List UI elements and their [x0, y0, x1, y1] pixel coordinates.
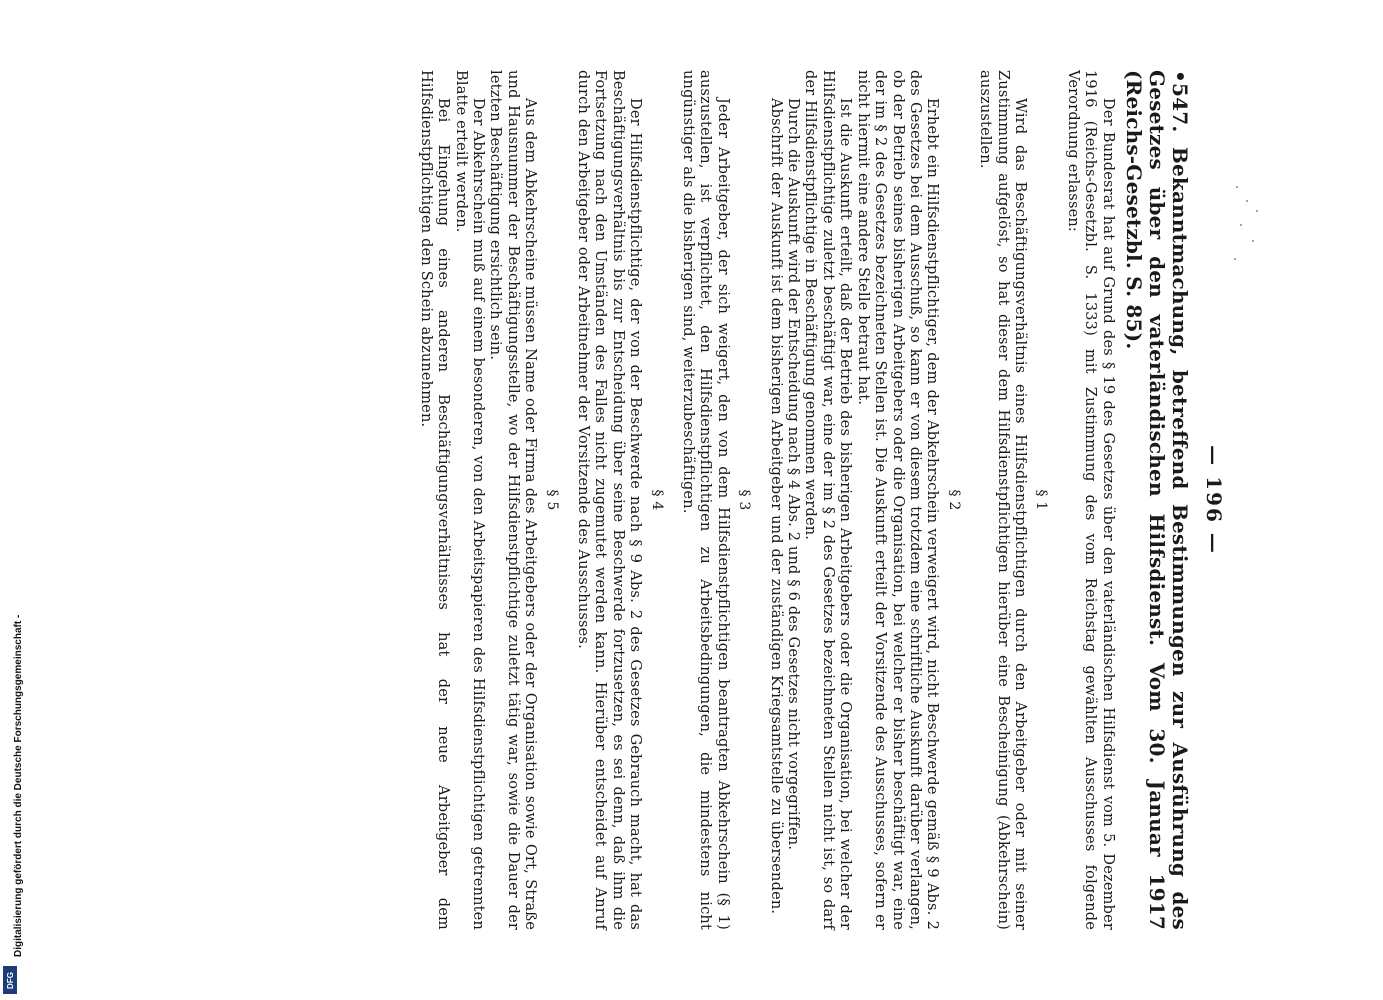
section-paragraph: Durch die Auskunft wird der Entscheidung nach § 4 Abs. 2 und § 6 des Gesetzes nicht vorgegriffen.	[785, 98, 802, 851]
section-heading: § 1	[1033, 489, 1050, 511]
intro-paragraph: Der Bundesrat hat auf Grund des § 19 des Gesetzes über den vaterländischen Hilfsdienst vom 5. Dezember 1916 (Reichs-Gesetzbl. S. 1333) mit Zustimmung des vom Reichstag gewählten Ausschusses folgende Verordnung erlassen:	[1064, 70, 1116, 930]
page-content	[162, 70, 1226, 930]
announcement-title	[1122, 70, 1191, 930]
section-heading: § 2	[945, 489, 962, 511]
section-paragraph: Erhebt ein Hilfsdienstpflichtiger, dem der Abkehrschein verweigert wird, nicht Beschwerde gemäß § 9 Abs. 2 des Gesetzes bei dem Ausschuß, so kann er von diesem trotzdem eine schriftliche Auskunft darüber verlangen, ob der Betrieb seines bisherigen Arbeitgebers oder die Organisation, bei welcher er bisher beschäftigt war, eine der im § 2 des Gesetzes bezeichneten Stellen ist. Die Auskunft erteilt der Vorsitzende des Ausschusses, sofern er nicht hiermit eine andere Stelle betraut hat.	[854, 70, 941, 930]
dfg-logo-text: DFG	[5, 971, 15, 989]
section-paragraph: Der Hilfsdienstpflichtige, der von der Beschwerde nach § 9 Abs. 2 des Gesetzes Gebrauch macht, hat das Beschäftigungsverhältnis bis zur Entscheidung über seine Beschwerde fortzusetzen, es sei denn, daß ihm die Fortsetzung nach den Umständen des Falles nicht zugemutet werden kann. Hierüber entscheidet auf Anruf durch den Arbeitgeber oder Arbeitnehmer der Vorsitzende des Ausschusses.	[575, 70, 644, 930]
title-number: •547.	[1167, 70, 1192, 133]
section-heading: § 4	[648, 489, 665, 511]
dfg-logo	[3, 966, 17, 994]
page-number: — 196 —	[1202, 445, 1226, 555]
section-paragraph: Ist die Auskunft erteilt, daß der Betrieb des bisherigen Arbeitgebers oder die Organisation, bei welcher der Hilfsdienstpflichtige zuletzt beschäftigt war, eine der im § 2 des Gesetzes bezeichneten Stellen nicht ist, so darf der Hilfsdienstpflichtige in Beschäftigung genommen werden.	[802, 70, 854, 930]
scan-specks	[1232, 180, 1262, 270]
section-5	[416, 70, 559, 930]
section-paragraph: Wird das Beschäftigungsverhältnis eines Hilfsdienstpflichtigen durch den Arbeitgeber oder mit seiner Zustimmung aufgelöst, so hat dieser dem Hilfsdienstpflichtigen hierüber eine Bescheinigung (Abkehrschein) auszustellen.	[977, 70, 1028, 930]
title-text: Bekanntmachung, betreffend Bestimmungen zur Ausführung des Gesetzes über den vaterländischen Hilfsdienst. Vom 30. Januar 1917 (Reichs-Gesetzbl. S. 85).	[1121, 70, 1192, 930]
digitization-credit: Digitalisierung gefördert durch die Deutsche Forschungsgemeinschaft -	[13, 614, 24, 957]
section-heading: § 3	[736, 489, 753, 511]
section-paragraph: Aus dem Abkehrscheine müssen Name oder Firma des Arbeitgebers oder der Organisation sowie Ort, Straße und Hausnummer der Beschäftigungsstelle, wo der Hilfsdienstpflichtige zuletzt tätig war, sowie die Dauer der letzten Beschäftigung ersichtlich sein.	[487, 70, 539, 930]
section-paragraph: Abschrift der Auskunft ist dem bisherigen Arbeitgeber und der zuständigen Kriegsamtstelle zu übersenden.	[767, 98, 784, 915]
section-paragraph: Der Abkehrschein muß auf einem besonderen, von den Arbeitspapieren des Hilfsdienstpflichtigen getrennten Blatte erteilt werden.	[452, 70, 486, 930]
section-heading: § 5	[543, 489, 560, 511]
section-paragraph: Jeder Arbeitgeber, der sich weigert, den von dem Hilfsdienstpflichtigen beantragten Abkehrschein (§ 1) auszustellen, ist verpflichtet, den Hilfsdienstpflichtigen zu Arbeitsbedingungen, die mindestens nicht ungünstiger als die bisherigen sind, weiterzubeschäftigen.	[680, 70, 731, 930]
section-3	[679, 70, 753, 930]
section-1	[976, 70, 1050, 930]
section-4	[574, 70, 665, 930]
section-2	[766, 70, 961, 930]
section-paragraph: Bei Eingehung eines anderen Beschäftigungsverhältnisses hat der neue Arbeitgeber dem Hilfsdienstpflichtigen den Schein abzunehmen.	[417, 70, 452, 930]
